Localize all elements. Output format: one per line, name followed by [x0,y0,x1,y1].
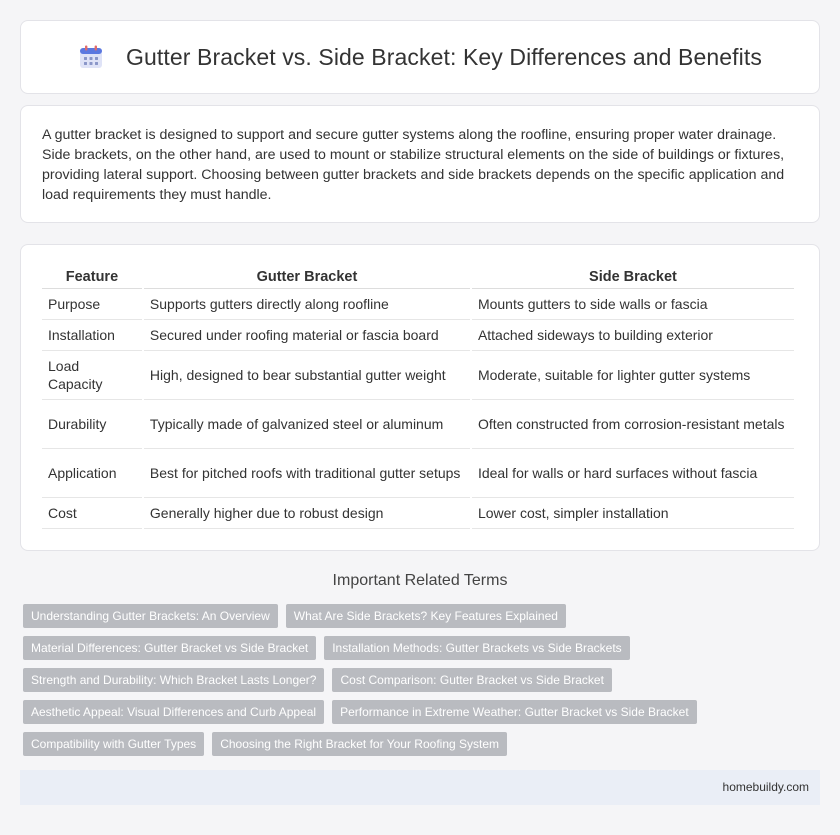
table-cell: Attached sideways to building exterior [472,320,794,351]
page-title: Gutter Bracket vs. Side Bracket: Key Differences and Benefits [126,43,762,70]
table-row [42,320,794,351]
table-cell: Mounts gutters to side walls or fascia [472,289,794,320]
related-terms-list [23,604,813,764]
tag-row [23,604,813,628]
calendar-icon [78,44,104,70]
related-term-link[interactable]: What Are Side Brackets? Key Features Explained [286,604,566,628]
column-header-feature: Feature [42,265,142,289]
table-cell: Lower cost, simpler installation [472,498,794,529]
column-header-side-bracket: Side Bracket [472,265,794,289]
comparison-table [40,265,796,529]
related-term-link[interactable]: Choosing the Right Bracket for Your Roofing System [212,732,507,756]
related-term-link[interactable]: Strength and Durability: Which Bracket Lasts Longer? [23,668,324,692]
table-cell: Secured under roofing material or fascia board [144,320,470,351]
column-header-gutter-bracket: Gutter Bracket [144,265,470,289]
table-cell: High, designed to bear substantial gutter weight [144,351,470,400]
table-cell: Cost [42,498,142,529]
table-header-row [42,265,794,289]
table-cell: Durability [42,400,142,449]
related-term-link[interactable]: Cost Comparison: Gutter Bracket vs Side Bracket [332,668,611,692]
table-cell: Typically made of galvanized steel or aluminum [144,400,470,449]
related-terms-title: Important Related Terms [332,572,508,589]
table-cell: Best for pitched roofs with traditional gutter setups [144,449,470,498]
table-row [42,400,794,449]
table-row [42,449,794,498]
page-header [20,20,820,94]
tag-row [23,636,813,660]
table-cell: Supports gutters directly along roofline [144,289,470,320]
table-cell: Often constructed from corrosion-resistant metals [472,400,794,449]
page-footer [20,770,820,805]
table-row [42,289,794,320]
tag-row [23,700,813,724]
table-row [42,498,794,529]
related-term-link[interactable]: Installation Methods: Gutter Brackets vs Side Brackets [324,636,629,660]
tag-row [23,732,813,756]
related-term-link[interactable]: Material Differences: Gutter Bracket vs Side Bracket [23,636,316,660]
intro-text: A gutter bracket is designed to support and secure gutter systems along the roofline, ensuring proper water drainage. Side brackets, on the other hand, are used to mount or stabilize structural elements on the side of buildings or fixtures, providing lateral support. Choosing between gutter brackets and side brackets depends on the specific application and load requirements they must handle. [42,127,785,203]
intro-section [20,105,820,223]
related-term-link[interactable]: Understanding Gutter Brackets: An Overview [23,604,278,628]
table-cell: Application [42,449,142,498]
tag-row [23,668,813,692]
table-cell: Generally higher due to robust design [144,498,470,529]
related-term-link[interactable]: Aesthetic Appeal: Visual Differences and Curb Appeal [23,700,324,724]
table-cell: Ideal for walls or hard surfaces without fascia [472,449,794,498]
related-term-link[interactable]: Compatibility with Gutter Types [23,732,204,756]
table-cell: Moderate, suitable for lighter gutter systems [472,351,794,400]
table-cell: Installation [42,320,142,351]
footer-site-name: homebuildy.com [722,780,809,794]
table-cell: Load Capacity [42,351,142,400]
table-cell: Purpose [42,289,142,320]
related-term-link[interactable]: Performance in Extreme Weather: Gutter Bracket vs Side Bracket [332,700,697,724]
comparison-table-card [20,244,820,551]
table-row [42,351,794,400]
